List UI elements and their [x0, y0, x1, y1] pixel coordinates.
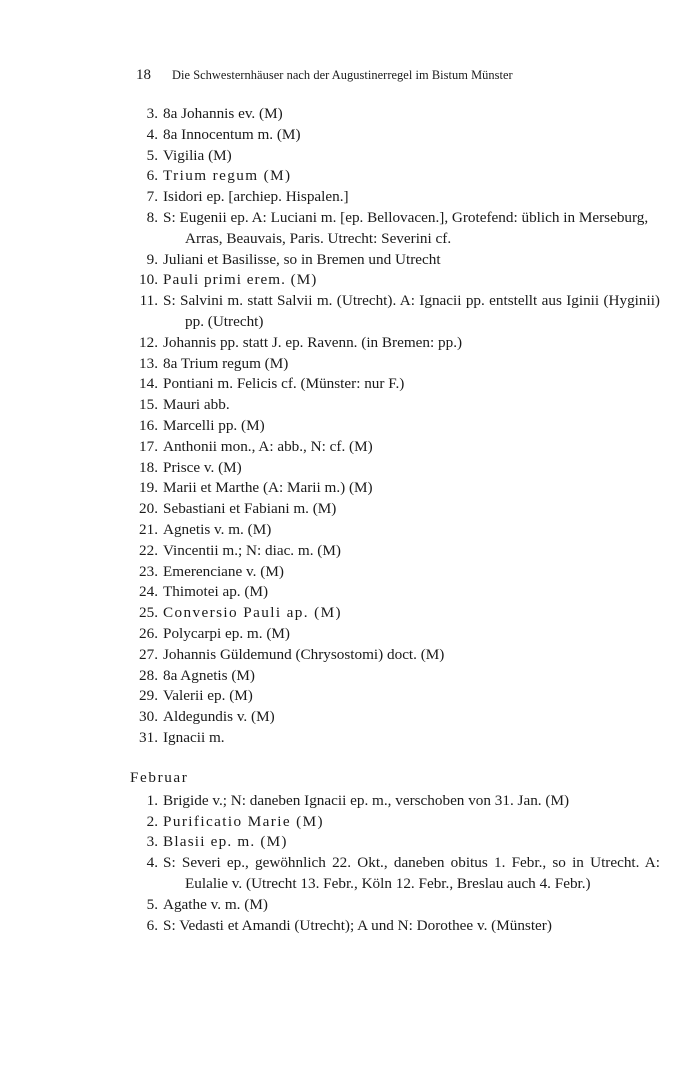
- calendar-entry: [130, 374, 660, 395]
- entry-text: Vigilia (M): [163, 146, 232, 164]
- entry-number: 22.: [139, 541, 158, 559]
- calendar-entry: [130, 291, 660, 333]
- calendar-entry: [130, 416, 660, 437]
- calendar-entry: [130, 582, 660, 603]
- entry-number: 23.: [139, 562, 158, 580]
- calendar-entry: [130, 728, 660, 749]
- entry-text: 8a Johannis ev. (M): [163, 105, 283, 122]
- entry-number: 31.: [139, 728, 158, 746]
- entry-text: Blasii ep. m. (M): [163, 833, 288, 851]
- entry-number: 27.: [139, 645, 158, 663]
- entry-text: Agathe v. m. (M): [163, 895, 268, 913]
- entry-number: 25.: [139, 604, 158, 622]
- entry-text: Marcelli pp. (M): [163, 416, 265, 434]
- entry-number: 6.: [146, 916, 158, 934]
- entry-text: Brigide v.; N: daneben Ignacii ep. m., verschoben von 31. Jan. (M): [163, 791, 570, 809]
- calendar-entry: [130, 686, 660, 707]
- calendar-entry: [130, 499, 660, 520]
- calendar-entry: [130, 520, 660, 541]
- calendar-entry: [130, 125, 660, 146]
- entry-text: Polycarpi ep. m. (M): [163, 624, 290, 642]
- entry-text: 8a Agnetis (M): [163, 666, 255, 684]
- entry-text: Conversio Pauli ap. (M): [163, 604, 342, 622]
- calendar-entry: [130, 166, 660, 187]
- february-calendar-list: [130, 768, 660, 936]
- entry-number: 9.: [146, 250, 158, 268]
- entry-text: Pontiani m. Felicis cf. (Münster: nur F.): [163, 375, 405, 393]
- entry-text: Juliani et Basilisse, so in Bremen und Utrecht: [163, 250, 441, 268]
- january-calendar-list: [130, 104, 660, 749]
- entry-text: Emerenciane v. (M): [163, 562, 284, 580]
- entry-number: 17.: [139, 437, 158, 455]
- entry-text: S: Severi ep., gewöhnlich 22. Okt., daneben obitus 1. Febr., so in Utrecht. A: Eulalie v. (Utrecht 13. Febr., Köln 12. Febr., Breslau auch 4. Febr.): [163, 854, 660, 892]
- entry-text: Pauli primi erem. (M): [163, 271, 318, 289]
- calendar-entry: [130, 832, 660, 853]
- entry-number: 18.: [139, 458, 158, 476]
- entry-number: 16.: [139, 416, 158, 434]
- calendar-entry: [130, 478, 660, 499]
- running-title: Die Schwesternhäuser nach der Augustinerregel im Bistum Münster: [172, 68, 513, 82]
- entry-text: Purificatio Marie (M): [163, 812, 324, 830]
- entry-text: Ignacii m.: [163, 728, 225, 746]
- entry-text: Aldegundis v. (M): [163, 708, 275, 726]
- entry-number: 11.: [139, 292, 158, 310]
- entry-number: 6.: [146, 167, 158, 185]
- entry-text: Valerii ep. (M): [163, 687, 253, 705]
- entry-number: 2.: [146, 812, 158, 830]
- entry-number: 24.: [139, 583, 158, 601]
- entry-number: 28.: [139, 666, 158, 684]
- entry-text: Marii et Marthe (A: Marii m.) (M): [163, 479, 373, 497]
- entry-number: 12.: [139, 333, 158, 351]
- entry-number: 19.: [139, 479, 158, 497]
- entry-number: 7.: [146, 188, 158, 206]
- calendar-entry: [130, 916, 660, 937]
- entry-text: 8a Trium regum (M): [163, 354, 289, 372]
- calendar-entry: [130, 853, 660, 895]
- month-heading: Februar: [130, 769, 189, 786]
- entry-number: 3.: [146, 105, 158, 122]
- calendar-entry: [130, 104, 660, 125]
- calendar-entry: [130, 458, 660, 479]
- entry-text: Mauri abb.: [163, 396, 230, 414]
- calendar-entry: [130, 562, 660, 583]
- entry-text: Johannis Güldemund (Chrysostomi) doct. (M): [163, 645, 445, 663]
- entry-text: Isidori ep. [archiep. Hispalen.]: [163, 188, 349, 206]
- entry-text: Vincentii m.; N: diac. m. (M): [163, 541, 341, 559]
- entry-text: Trium regum (M): [163, 167, 292, 185]
- page-number: 18: [136, 67, 151, 83]
- calendar-entry: [130, 146, 660, 167]
- page-header: [136, 66, 646, 85]
- entry-number: 1.: [146, 791, 158, 809]
- calendar-entry: [130, 187, 660, 208]
- entry-number: 14.: [139, 375, 158, 393]
- calendar-entry: [130, 333, 660, 354]
- calendar-entry: [130, 666, 660, 687]
- calendar-entry: [130, 812, 660, 833]
- entry-number: 13.: [139, 354, 158, 372]
- calendar-entry: [130, 895, 660, 916]
- calendar-entry: [130, 624, 660, 645]
- calendar-entry: [130, 603, 660, 624]
- entry-text: S: Eugenii ep. A: Luciani m. [ep. Bellovacen.], Grotefend: üblich in Merseburg, Arras, Beauvais, Paris. Utrecht: Severini cf.: [163, 208, 649, 247]
- calendar-entry: [130, 395, 660, 416]
- entry-number: 4.: [146, 125, 158, 143]
- calendar-entry: [130, 354, 660, 375]
- entry-number: 30.: [139, 708, 158, 726]
- entry-text: Sebastiani et Fabiani m. (M): [163, 500, 337, 518]
- entry-number: 26.: [139, 624, 158, 642]
- entry-number: 8.: [146, 208, 158, 226]
- entry-text: Prisce v. (M): [163, 458, 242, 476]
- entry-number: 4.: [146, 854, 158, 872]
- entry-number: 20.: [139, 500, 158, 518]
- calendar-entry: [130, 250, 660, 271]
- entry-number: 15.: [139, 396, 158, 414]
- entry-text: Thimotei ap. (M): [163, 583, 269, 601]
- calendar-entry: [130, 791, 660, 812]
- entry-text: Agnetis v. m. (M): [163, 520, 272, 538]
- entry-number: 5.: [146, 146, 158, 164]
- entry-text: S: Salvini m. statt Salvii m. (Utrecht). A: Ignacii pp. entstellt aus Iginii (Hyginii) pp. (Utrecht): [163, 292, 660, 330]
- entry-text: S: Vedasti et Amandi (Utrecht); A und N: Dorothee v. (Münster): [163, 916, 552, 934]
- entry-number: 29.: [139, 687, 158, 705]
- entry-text: Johannis pp. statt J. ep. Ravenn. (in Bremen: pp.): [163, 333, 463, 351]
- entry-number: 10.: [139, 271, 158, 289]
- calendar-entry: [130, 645, 660, 666]
- calendar-entry: [130, 208, 660, 250]
- entry-number: 21.: [139, 520, 158, 538]
- calendar-entry: [130, 270, 660, 291]
- calendar-entry: [130, 707, 660, 728]
- entry-number: 5.: [146, 895, 158, 913]
- entry-number: 3.: [146, 833, 158, 851]
- calendar-entry: [130, 541, 660, 562]
- entry-text: Anthonii mon., A: abb., N: cf. (M): [163, 437, 373, 455]
- calendar-entry: [130, 437, 660, 458]
- entry-text: 8a Innocentum m. (M): [163, 125, 301, 143]
